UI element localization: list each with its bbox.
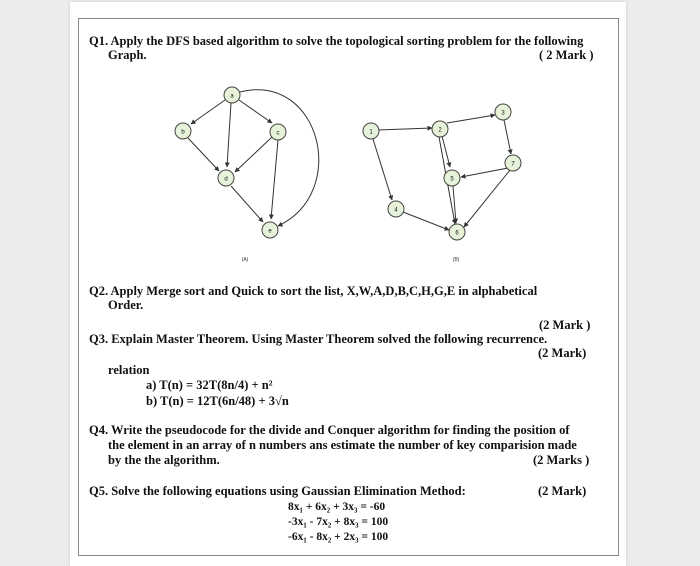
edge-c-d <box>235 137 272 172</box>
q3-marks: (2 Mark) <box>538 346 587 360</box>
node-c-label: c <box>276 130 280 137</box>
node-b-label: b <box>181 129 185 136</box>
edge-1-4 <box>373 139 392 200</box>
q1-line2: Graph. <box>108 48 147 62</box>
edge-a-c <box>239 100 272 123</box>
node-a-label: a <box>230 93 234 100</box>
q3-item-a: a) T(n) = 32T(8n/4) + n² <box>146 378 273 392</box>
edge-1-2 <box>379 128 432 130</box>
graph-b-caption: (B) <box>452 257 460 263</box>
q4-line3: by the the algorithm. <box>108 453 220 467</box>
q4-line1: Q4. Write the pseudocode for the divide and Conquer algorithm for finding the position of <box>89 423 570 437</box>
q5-equation-1: 8x₁ + 6x₂ + 3x₃ = -60 <box>288 501 386 513</box>
q3-relation-label: relation <box>108 363 150 377</box>
node-7-label: 7 <box>511 161 515 168</box>
node-e-label: e <box>268 228 272 235</box>
q5-line1: Q5. Solve the following equations using Gaussian Elimination Method: <box>89 484 466 498</box>
node-d-label: d <box>224 176 228 183</box>
edge-3-7 <box>504 120 511 154</box>
q5-equation-2: -3x₁ - 7x₂ + 8x₃ = 100 <box>288 516 389 528</box>
node-2-label: 2 <box>438 127 442 134</box>
edge-7-5 <box>461 168 508 177</box>
edge-d-e <box>231 186 263 222</box>
edge-7-6 <box>464 170 510 227</box>
q5-marks: (2 Mark) <box>538 484 587 498</box>
edge-a-e-curved <box>240 90 319 226</box>
edge-a-b <box>191 100 225 124</box>
q3-line1: Q3. Explain Master Theorem. Using Master Theorem solved the following recurrence. <box>89 332 548 346</box>
edge-2-3 <box>447 115 495 123</box>
node-3-label: 3 <box>501 110 505 117</box>
q3-item-b: b) T(n) = 12T(6n/48) + 3√n <box>146 394 289 408</box>
graph-b-nodes <box>363 104 521 240</box>
q5-equation-3: -6x₁ - 8x₂ + 2x₃ = 100 <box>288 531 389 543</box>
q2-marks: (2 Mark ) <box>539 318 591 332</box>
node-1-label: 1 <box>369 129 373 136</box>
node-5-label: 5 <box>450 176 454 183</box>
q4-marks: (2 Marks ) <box>533 453 590 467</box>
edge-c-e <box>271 140 278 219</box>
edge-b-d <box>188 138 219 171</box>
edge-a-d <box>227 103 231 167</box>
graph-a-caption: (A) <box>241 257 249 263</box>
node-4-label: 4 <box>394 207 398 214</box>
q4-line2: the element in an array of n numbers ans estimate the number of key comparision made <box>108 438 577 452</box>
q1-line1: Q1. Apply the DFS based algorithm to solve the topological sorting problem for the following <box>89 34 584 48</box>
q1-marks: ( 2 Mark ) <box>539 48 594 62</box>
node-6-label: 6 <box>455 230 459 237</box>
edge-4-6 <box>403 212 449 230</box>
graph-a-edges <box>188 90 319 226</box>
q2-line1: Q2. Apply Merge sort and Quick to sort the list, X,W,A,D,B,C,H,G,E in alphabetical <box>89 284 538 298</box>
document-page <box>70 2 626 566</box>
q2-line2: Order. <box>108 298 144 312</box>
